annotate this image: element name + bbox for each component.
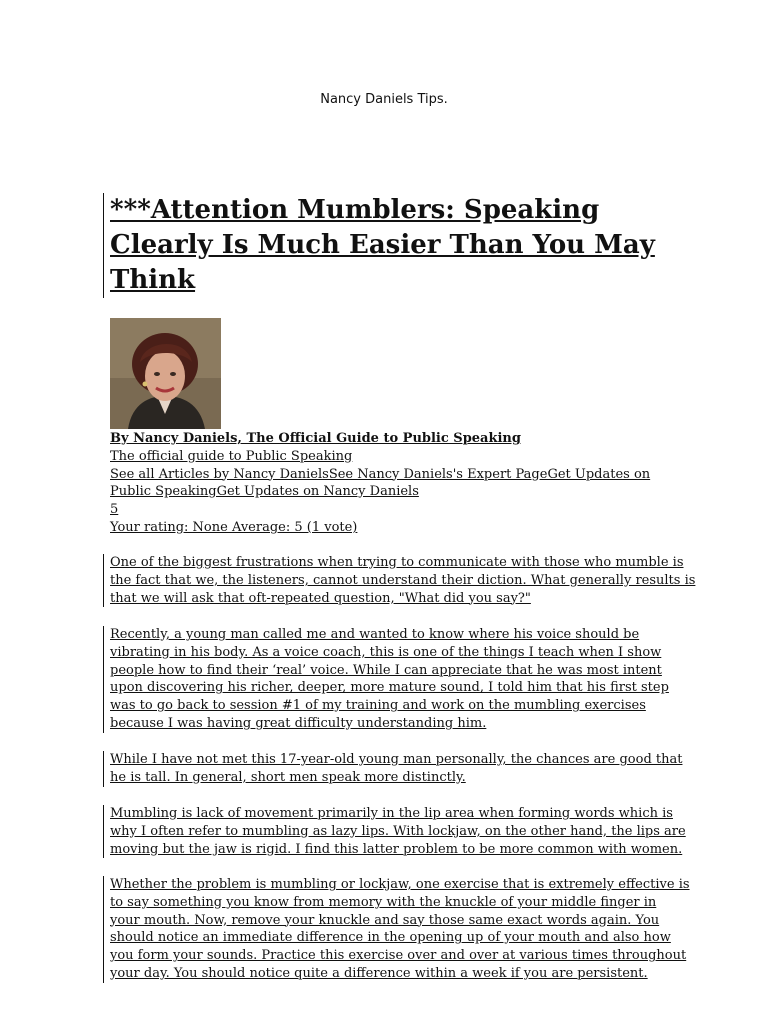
paragraph-line: why I often refer to mumbling as lazy lips. With lockjaw, on the other hand, the lips are xyxy=(110,823,686,839)
paragraph-line: your mouth. Now, remove your knuckle and say those same exact words again. You xyxy=(110,912,660,928)
author-links-line[interactable]: See all Articles by Nancy DanielsSee Nancy Daniels's Expert PageGet Updates on xyxy=(110,466,651,482)
paragraph-line: your day. You should notice quite a difference within a week if you are persistent. xyxy=(110,965,648,981)
article-title-line: Clearly Is Much Easier Than You May xyxy=(110,230,655,260)
article-title xyxy=(103,193,663,298)
rating-text: Your rating: None Average: 5 (1 vote) xyxy=(110,519,358,535)
paragraph-line: he is tall. In general, short men speak more distinctly. xyxy=(110,769,466,785)
paragraph-line: vibrating in his body. As a voice coach, this is one of the things I teach when I show xyxy=(110,644,662,660)
guide-link[interactable]: The official guide to Public Speaking xyxy=(110,448,353,464)
article-paragraph xyxy=(103,554,696,607)
paragraph-line: While I have not met this 17-year-old young man personally, the chances are good that xyxy=(110,752,683,767)
document-header: Nancy Daniels Tips. xyxy=(320,92,448,107)
article-byline-block xyxy=(110,430,670,537)
paragraph-line: to say something you know from memory with the knuckle of your middle finger in xyxy=(110,894,657,910)
paragraph-line: Mumbling is lack of movement primarily in the lip area when forming words which is xyxy=(110,806,673,821)
rating-number[interactable]: 5 xyxy=(110,502,119,518)
author-photo xyxy=(110,318,221,429)
article-paragraph xyxy=(103,626,670,733)
article-title-line: ***Attention Mumblers: Speaking xyxy=(110,195,600,225)
article-paragraph xyxy=(103,876,690,983)
author-links-line[interactable]: Public SpeakingGet Updates on Nancy Daniels xyxy=(110,484,419,500)
paragraph-line: should notice an immediate difference in the opening up of your mouth and also how xyxy=(110,930,671,946)
paragraph-line: moving but the jaw is rigid. I find this latter problem to be more common with women. xyxy=(110,841,683,857)
author-byline: By Nancy Daniels, The Official Guide to Public Speaking xyxy=(110,431,521,446)
paragraph-line: that we will ask that oft-repeated question, "What did you say?" xyxy=(110,590,531,606)
author-portrait-image xyxy=(110,318,221,429)
paragraph-line: upon discovering his richer, deeper, more mature sound, I told him that his first step xyxy=(110,680,669,696)
article-paragraph xyxy=(103,805,686,858)
paragraph-line: Whether the problem is mumbling or lockjaw, one exercise that is extremely effective is xyxy=(110,877,690,892)
article-title-line: Think xyxy=(110,265,196,295)
article-paragraph xyxy=(103,751,683,787)
paragraph-line: Recently, a young man called me and wanted to know where his voice should be xyxy=(110,627,640,642)
paragraph-line: One of the biggest frustrations when trying to communicate with those who mumble is xyxy=(110,555,684,570)
paragraph-line: you form your sounds. Practice this exercise over and over at various times throughout xyxy=(110,948,687,964)
paragraph-line: was to go back to session #1 of my training and work on the mumbling exercises xyxy=(110,698,646,714)
paragraph-line: people how to find their ‘real’ voice. While I can appreciate that he was most intent xyxy=(110,662,662,678)
paragraph-line: the fact that we, the listeners, cannot understand their diction. What generally results is xyxy=(110,572,696,588)
paragraph-line: because I was having great difficulty understanding him. xyxy=(110,715,487,731)
article-title-block xyxy=(103,193,663,298)
